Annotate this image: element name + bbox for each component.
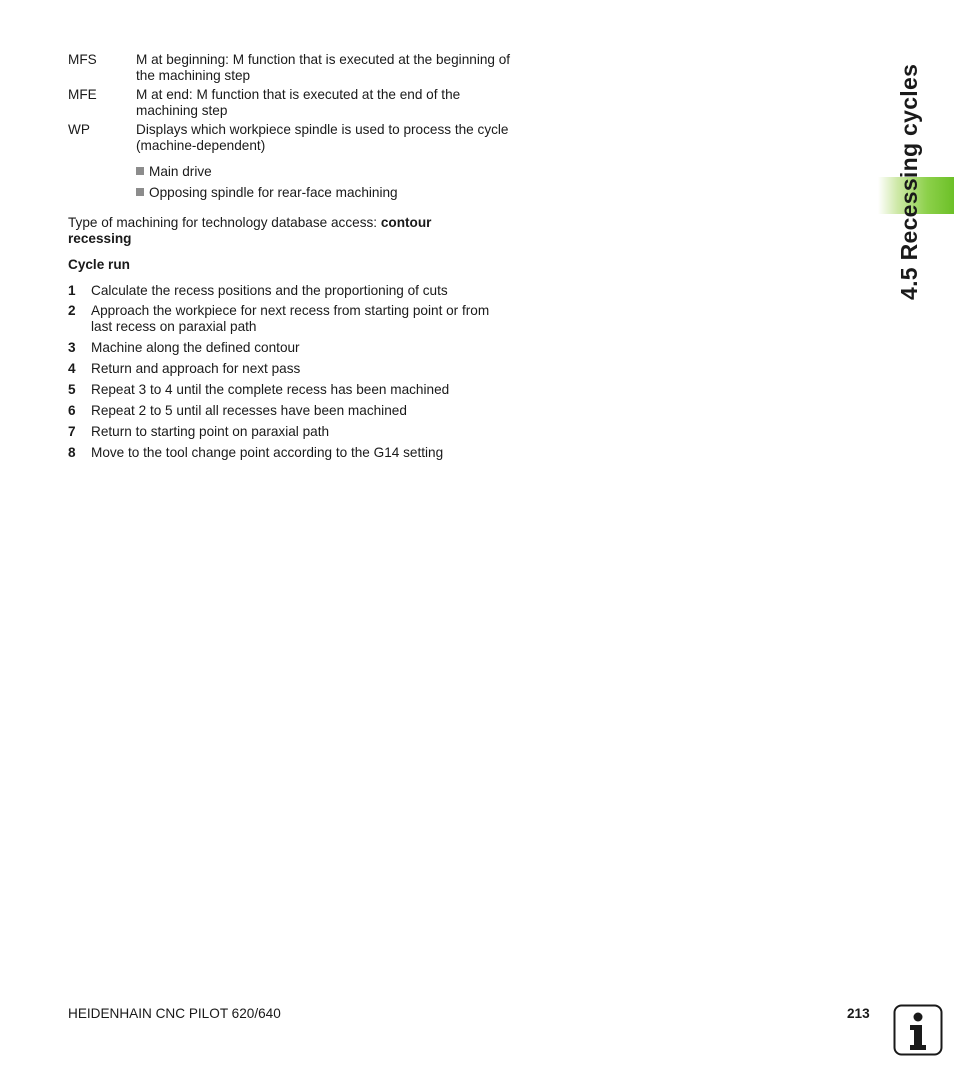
step-text: Move to the tool change point according to the G14 setting	[91, 445, 444, 460]
step-number: 4	[68, 361, 76, 376]
step-text: Return and approach for next pass	[91, 361, 301, 376]
step-text: Machine along the defined contour	[91, 340, 300, 355]
bullet-square-icon	[136, 167, 144, 175]
param-code: MFS	[68, 52, 97, 67]
bullet-square-icon	[136, 188, 144, 196]
param-description: M at end: M function that is executed at the end of the machining step	[136, 87, 461, 118]
footer-manual-name: HEIDENHAIN CNC PILOT 620/640	[68, 1006, 281, 1021]
step-number: 6	[68, 403, 76, 418]
param-code: MFE	[68, 87, 97, 102]
wp-option-opposing-spindle	[136, 185, 398, 201]
step-text: Approach the workpiece for next recess from starting point or from last recess on paraxial path	[91, 303, 490, 334]
step-text: Repeat 3 to 4 until the complete recess has been machined	[91, 382, 450, 397]
page-number: 213	[847, 1006, 870, 1021]
step-text: Calculate the recess positions and the proportioning of cuts	[91, 283, 448, 298]
technology-value: contour recessing	[68, 215, 432, 246]
param-code: WP	[68, 122, 90, 137]
step-number: 8	[68, 445, 76, 460]
info-icon	[893, 1004, 943, 1056]
cycle-run-heading: Cycle run	[68, 257, 130, 272]
step-number: 5	[68, 382, 76, 397]
section-title: 4.5 Recessing cycles	[896, 63, 922, 300]
bullet-label: Opposing spindle for rear-face machining	[149, 185, 398, 200]
param-description: Displays which workpiece spindle is used to process the cycle (machine-dependent)	[136, 122, 509, 153]
param-description: M at beginning: M function that is executed at the beginning of the machining step	[136, 52, 511, 83]
technology-paragraph	[68, 215, 468, 247]
bullet-label: Main drive	[149, 164, 212, 179]
step-text: Return to starting point on paraxial path	[91, 424, 330, 439]
wp-option-main-drive	[136, 164, 212, 180]
technology-text: Type of machining for technology database access:	[68, 215, 381, 230]
step-text: Repeat 2 to 5 until all recesses have been machined	[91, 403, 407, 418]
step-number: 3	[68, 340, 76, 355]
step-number: 7	[68, 424, 76, 439]
step-number: 1	[68, 283, 76, 298]
step-number: 2	[68, 303, 76, 318]
